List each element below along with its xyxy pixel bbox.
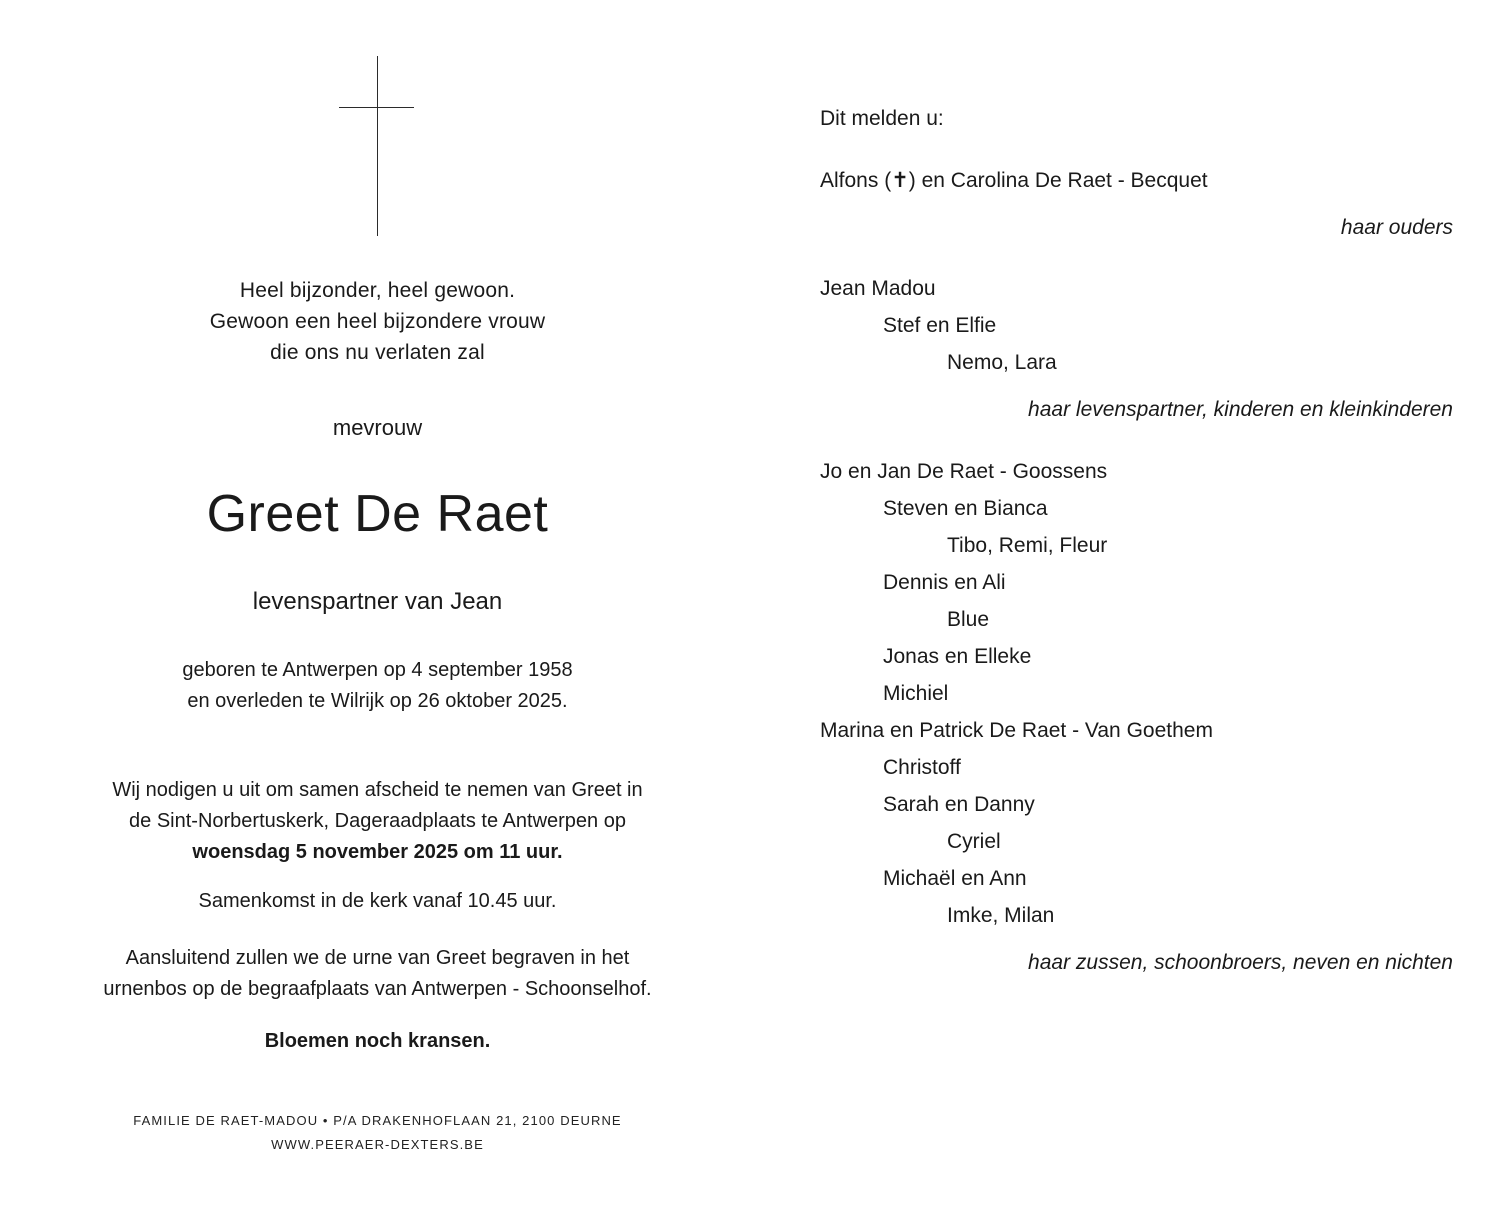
birth-line: geboren te Antwerpen op 4 september 1958 [182,659,573,681]
family-line: Nemo, Lara [947,351,1057,374]
family-line: Jean Madou [820,277,936,300]
footer-block [0,1109,755,1157]
cross-vertical-bar [377,56,378,236]
salutation: mevrouw [332,415,423,440]
family-line: Michiel [883,682,949,705]
ceremony-datetime: woensdag 5 november 2025 om 11 uur. [192,841,563,863]
footer-website: WWW.PEERAER-DEXTERS.BE [271,1137,484,1152]
family-line: Tibo, Remi, Fleur [947,534,1108,557]
verse-line-2: Gewoon een heel bijzondere vrouw [209,310,546,333]
cross-horizontal-bar [339,107,414,108]
burial-line-2: urnenbos op de begraafplaats van Antwerpen - Schoonselhof. [103,978,652,1000]
invitation-line-2: de Sint-Norbertuskerk, Dageraadplaats te Antwerpen op [129,810,626,832]
verse-block [0,275,755,368]
footer-address: FAMILIE DE RAET-MADOU • P/A DRAKENHOFLAAN 21, 2100 DEURNE [133,1113,622,1128]
family-caption: haar zussen, schoonbroers, neven en nichten [1028,951,1453,974]
family-line: Cyriel [947,830,1001,853]
invitation-block [0,775,755,868]
verse-line-3: die ons nu verlaten zal [270,341,485,364]
dates-block [0,655,755,717]
right-column [755,0,1509,1214]
flowers-note: Bloemen noch kransen. [264,1030,491,1052]
gathering-time: Samenkomst in de kerk vanaf 10.45 uur. [198,890,557,912]
family-caption: haar ouders [1340,216,1453,239]
family-line: Jo en Jan De Raet - Goossens [820,460,1108,483]
invitation-line-1: Wij nodigen u uit om samen afscheid te nemen van Greet in [112,779,643,801]
family-line: Dennis en Ali [883,571,1006,594]
burial-block [0,943,755,1005]
family-line: Jonas en Elleke [883,645,1032,668]
family-line: Steven en Bianca [883,497,1048,520]
burial-line-1: Aansluitend zullen we de urne van Greet begraven in het [125,947,630,969]
announcement-intro: Dit melden u: [820,107,944,130]
family-line: Imke, Milan [947,904,1055,927]
family-line: Sarah en Danny [883,793,1035,816]
family-line: Stef en Elfie [883,314,997,337]
partner-line: levenspartner van Jean [252,588,503,615]
family-line: Blue [947,608,990,631]
family-line: Christoff [883,756,961,779]
family-line: Michaël en Ann [883,867,1027,890]
family-caption: haar levenspartner, kinderen en kleinkinderen [1028,398,1453,421]
family-line: Marina en Patrick De Raet - Van Goethem [820,719,1213,742]
cross-icon [0,56,755,246]
deceased-name: Greet De Raet [206,485,549,543]
verse-line-1: Heel bijzonder, heel gewoon. [239,279,516,302]
death-line: en overleden te Wilrijk op 26 oktober 2025. [187,690,568,712]
family-line: Alfons (✝) en Carolina De Raet - Becquet [820,169,1208,192]
